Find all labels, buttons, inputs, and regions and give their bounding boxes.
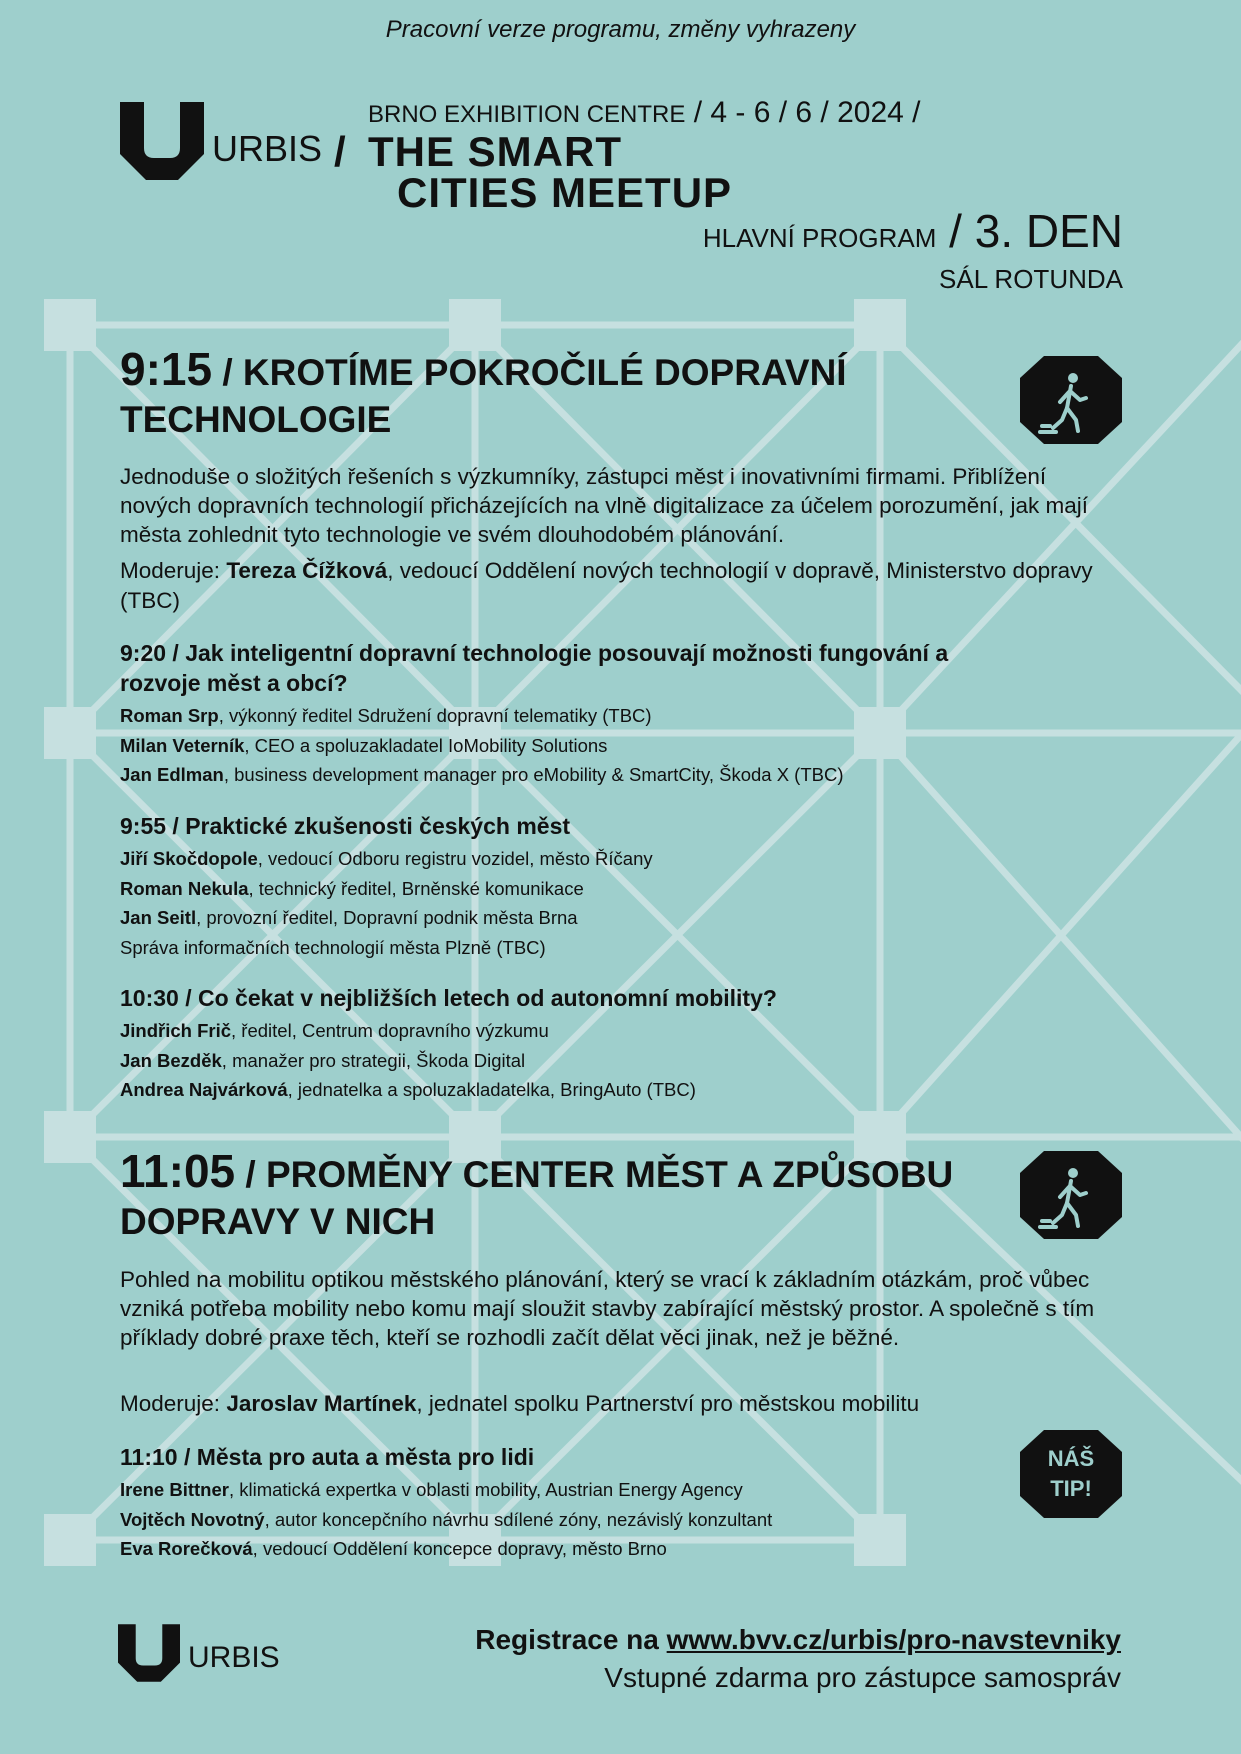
moderator-name: Jaroslav Martínek	[226, 1391, 417, 1416]
speaker-role: , manažer pro strategii, Škoda Digital	[221, 1049, 526, 1071]
speaker-name: Jindřich Frič	[120, 1020, 232, 1041]
moderator-role: , vedoucí Oddělení nových technologií v dopravě, Ministerstvo dopravy (TBC)	[120, 558, 1093, 613]
speaker	[120, 1075, 1120, 1105]
program-heading	[703, 204, 1123, 258]
registration-link[interactable]: www.bvv.cz/urbis/pro-navstevniky	[666, 1624, 1121, 1655]
speaker-role: , CEO a spoluzakladatel IoMobility Solutions	[244, 734, 608, 756]
speaker	[120, 1016, 1120, 1046]
speaker-list	[120, 1475, 1120, 1564]
walking-person-icon	[1020, 1151, 1122, 1239]
venue-dates	[368, 96, 921, 130]
free-entry-note: Vstupné zdarma pro zástupce samospráv	[604, 1662, 1121, 1693]
speaker-role: , vedoucí Odboru registru vozidel, město Říčany	[257, 848, 653, 869]
speaker-name: Jan Bezděk	[120, 1049, 222, 1071]
moderator-prefix: Moderuje:	[120, 558, 227, 583]
speaker-role: , klimatická expertka v oblasti mobility, Austrian Energy Agency	[228, 1479, 743, 1500]
speaker-name: Milan Veterník	[120, 734, 245, 756]
speaker-list	[120, 701, 1120, 790]
speaker-role: Správa informačních technologií města Plzně (TBC)	[120, 936, 546, 958]
speaker	[120, 903, 1120, 933]
session-title	[120, 343, 900, 443]
speaker	[120, 933, 1120, 963]
speaker	[120, 1046, 1120, 1076]
speaker	[120, 874, 1120, 904]
speaker-name: Roman Srp	[120, 705, 219, 726]
speaker-role: , autor koncepčního návrhu sdílené zóny, nezávislý konzultant	[264, 1508, 773, 1530]
speaker	[120, 731, 1120, 761]
talk-title: 9:55 / Praktické zkušenosti českých měst	[120, 813, 571, 839]
session-title-text: / PROMĚNY CENTER MĚST A ZPŮSOBU DOPRAVY V NICH	[120, 1154, 954, 1242]
speaker-role: , provozní ředitel, Dopravní podnik města Brna	[196, 907, 578, 928]
event-title-line2: CITIES MEETUP	[397, 169, 733, 216]
speaker	[120, 760, 1120, 790]
moderator-role: , jednatel spolku Partnerství pro městskou mobilitu	[416, 1391, 920, 1416]
speaker	[120, 1534, 1120, 1564]
tip-label-line1: NÁŠ	[1047, 1446, 1095, 1471]
session-time: 9:15	[120, 343, 213, 395]
tip-label-line2: TIP!	[1050, 1476, 1092, 1501]
moderator	[120, 556, 1120, 616]
program-label: HLAVNÍ PROGRAM	[702, 223, 937, 253]
speaker-name: Jiří Skočdopole	[120, 848, 258, 869]
speaker	[120, 701, 1120, 731]
session-time: 11:05	[120, 1145, 236, 1197]
speaker-name: Andrea Najvárková	[120, 1079, 288, 1100]
registration-line	[475, 1624, 1121, 1656]
talk-title: 11:10 / Města pro auta a města pro lidi	[120, 1444, 535, 1470]
talk-title: 9:20 / Jak inteligentní dopravní technologie posouvají možnosti fungování a rozvoje měst a obcí?	[120, 640, 949, 696]
hall-name: SÁL ROTUNDA	[939, 264, 1123, 294]
speaker-name: Irene Bittner	[120, 1479, 229, 1500]
event-title-line1: THE SMART	[368, 128, 622, 175]
moderator	[120, 1389, 1120, 1419]
speaker-role: , ředitel, Centrum dopravního výzkumu	[231, 1020, 549, 1041]
speaker-name: Jan Seitl	[120, 907, 197, 928]
session-description: Pohled na mobilitu optikou městského plánování, který se vrací k základním otázkám, proč vůbec vzniká potřeba mobility nebo komu mají sloužit stavby zabírající městský prostor. A společně s tím příklady dobré praxe těch, kteří se rozhodli začít dělat věci jinak, než je běžné.	[120, 1267, 1095, 1350]
speaker-list	[120, 1016, 1120, 1105]
speaker-role: , vedoucí Oddělení koncepce dopravy, město Brno	[252, 1538, 667, 1559]
speaker-role: , výkonný ředitel Sdružení dopravní telematiky (TBC)	[218, 705, 652, 726]
speaker-name: Vojtěch Novotný	[120, 1508, 265, 1530]
moderator-prefix: Moderuje:	[120, 1391, 227, 1416]
speaker-name: Eva Rorečková	[120, 1538, 253, 1559]
moderator-name: Tereza Čížková	[226, 558, 388, 583]
session-title	[120, 1145, 980, 1245]
speaker	[120, 844, 1120, 874]
speaker	[120, 1505, 1120, 1535]
draft-notice: Pracovní verze programu, změny vyhrazeny	[385, 16, 856, 43]
brand-name: URBIS	[212, 128, 323, 169]
speaker-name: Jan Edlman	[120, 764, 224, 785]
footer-brand-name: URBIS	[188, 1641, 280, 1674]
event-dates: / 4 - 6 / 6 / 2024 /	[685, 96, 921, 129]
speaker-role: , technický ředitel, Brněnské komunikace	[248, 877, 584, 899]
urbis-logo-icon	[118, 1623, 180, 1683]
session-description: Jednoduše o složitých řešeních s výzkumníky, zástupci měst i inovativními firmami. Přiblížení nových dopravních technologií přicházejících na vlně digitalizace za účelem porozumění, jak mají města zohlednit tyto technologie ve svém dlouhodobém plánování.	[120, 464, 1089, 547]
session-title-text: / KROTÍME POKROČILÉ DOPRAVNÍ TECHNOLOGIE	[120, 352, 847, 440]
urbis-logo-icon	[120, 102, 204, 180]
speaker-role: , jednatelka a spoluzakladatelka, BringAuto (TBC)	[287, 1079, 696, 1100]
talk-title: 10:30 / Co čekat v nejbližších letech od autonomní mobility?	[120, 985, 777, 1011]
speaker	[120, 1475, 1120, 1505]
speaker-list	[120, 844, 1120, 962]
registration-prefix: Registrace na	[475, 1624, 667, 1655]
program-day: / 3. DEN	[936, 205, 1123, 257]
walking-person-icon	[1020, 356, 1122, 444]
venue-name: BRNO EXHIBITION CENTRE	[368, 101, 686, 128]
title-slash: /	[334, 128, 346, 175]
speaker-role: , business development manager pro eMobility & SmartCity, Škoda X (TBC)	[223, 764, 844, 785]
speaker-name: Roman Nekula	[120, 877, 249, 899]
